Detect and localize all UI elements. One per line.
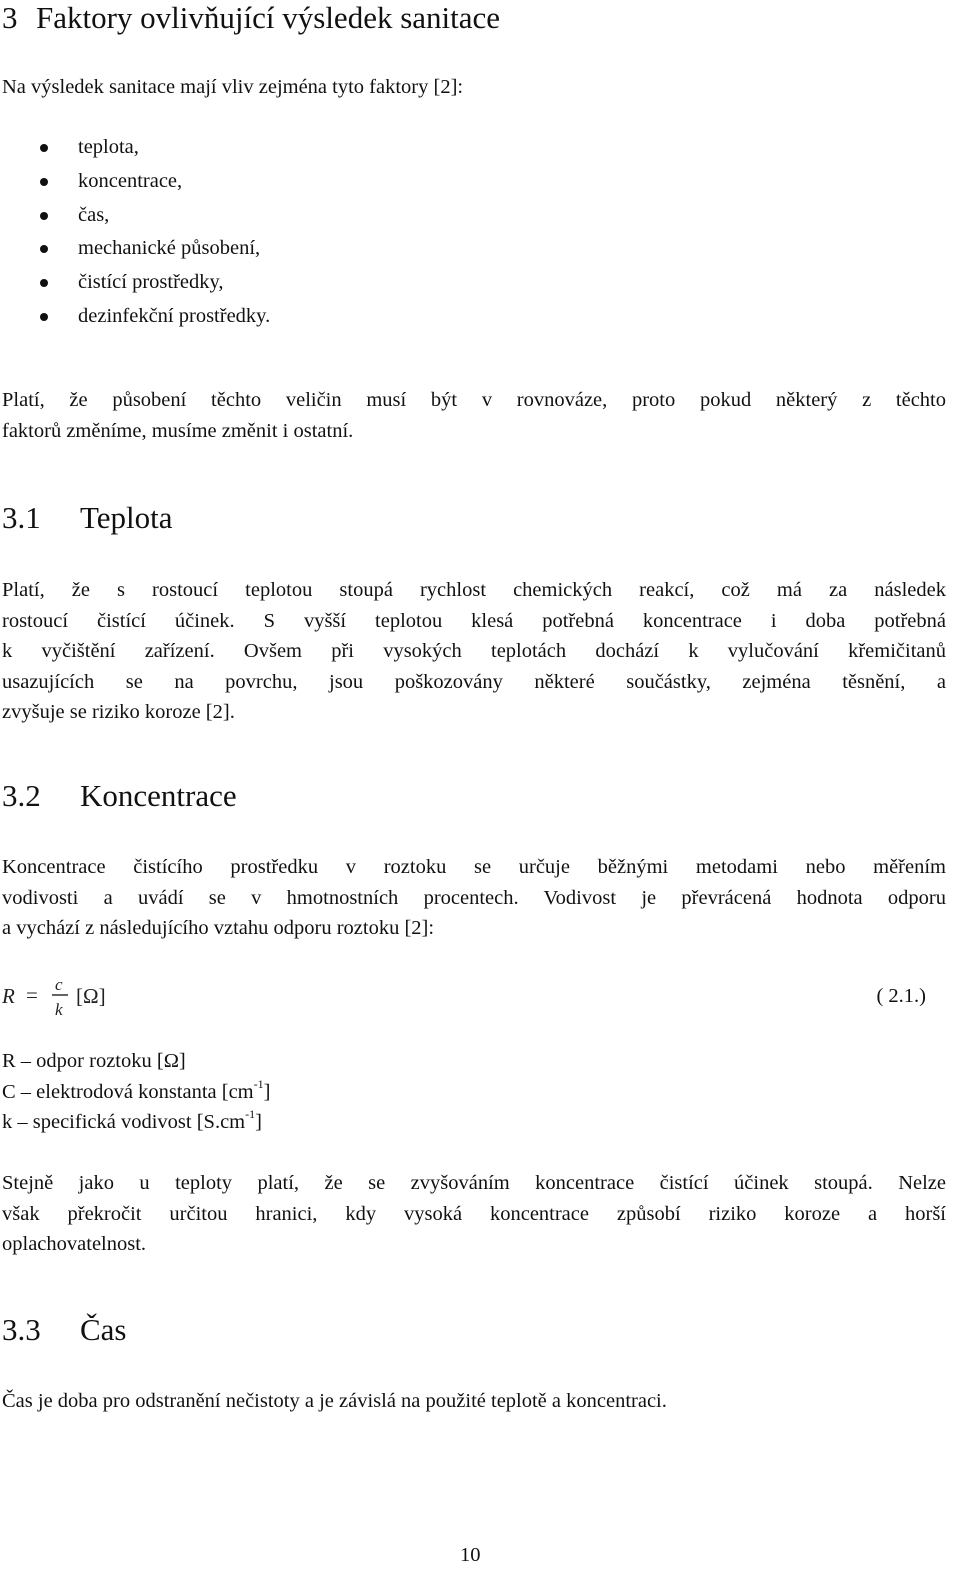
intro-paragraph: Na výsledek sanitace mají vliv zejména tyto faktory [2]: xyxy=(2,76,464,98)
formula-lhs: R xyxy=(2,984,15,1008)
variable-r: R – odpor roztoku [Ω] xyxy=(2,1050,186,1072)
teplota-paragraph: Platí, že s rostoucí teplotou stoupá rychlost chemických reakcí, což má za následek rostoucí čistící účinek. S vyšší teplotou klesá potřebná koncentrace i doba potřebná k vyčištění zařízení. Ovšem při vysokých teplotách dochází k vylučování křemičitanů usazujících se na povrchu, jsou poškozovány některé součástky, zejména těsnění, a zvyšuje se riziko koroze [2]. xyxy=(2,579,946,723)
formula-numerator: c xyxy=(55,975,63,994)
formula-denominator: k xyxy=(55,1000,63,1019)
list-item: čas, xyxy=(0,200,270,234)
variable-k: k – specifická vodivost $[S.cm^{-1}]$ xyxy=(2,1107,262,1133)
formula-equals: = xyxy=(26,983,38,1007)
cas-paragraph: Čas je doba pro odstranění nečistoty a je závislá na použité teplotě a koncentraci. xyxy=(2,1390,667,1412)
bullet-icon xyxy=(40,313,48,321)
bullet-icon xyxy=(40,144,48,152)
koncentrace-paragraph: Koncentrace čistícího prostředku v roztoku se určuje běžnými metodami nebo měřením vodivosti a uvádí se v hmotnostních procentech. Vodivost je převrácená hodnota odporu a vychází z následujícího vztahu odporu roztoku [2]: xyxy=(2,856,946,939)
balance-paragraph: Platí, že působení těchto veličin musí být v rovnováze, proto pokud některý z těchto faktorů změníme, musíme změnit i ostatní. xyxy=(2,389,946,442)
list-item: dezinfekční prostředky. xyxy=(0,301,270,335)
list-item: teplota, xyxy=(0,132,270,166)
formula-variables xyxy=(2,1046,270,1138)
bullet-icon xyxy=(40,212,48,220)
formula-graphic xyxy=(2,970,122,1022)
chapter-heading xyxy=(2,0,500,36)
bullet-icon xyxy=(40,178,48,186)
list-item: čistící prostředky, xyxy=(0,267,270,301)
bullet-icon xyxy=(40,245,48,253)
chapter-number: 3 xyxy=(2,0,18,35)
page-number: 10 xyxy=(460,1544,481,1566)
formula-unit: [Ω] xyxy=(76,984,106,1008)
chapter-title: Faktory ovlivňující výsledek sanitace xyxy=(36,0,501,35)
section-heading-cas: 3.3 Čas xyxy=(2,1312,127,1347)
variable-c: C – elektrodová konstanta $[cm^{-1}]$ xyxy=(2,1076,271,1103)
equation-number: ( 2.1.) xyxy=(876,985,926,1007)
list-item: mechanické působení, xyxy=(0,233,270,267)
koncentrace-after-paragraph: Stejně jako u teploty platí, že se zvyšováním koncentrace čistící účinek stoupá. Nelze však překročit určitou hranici, kdy vysoká koncentrace způsobí riziko koroze a horší oplachovatelnost. xyxy=(2,1172,946,1255)
bullet-icon xyxy=(40,279,48,287)
section-heading-koncentrace: 3.2 Koncentrace xyxy=(2,778,237,813)
resistance-formula xyxy=(2,970,122,1022)
factors-list xyxy=(0,132,270,335)
list-item: koncentrace, xyxy=(0,166,270,200)
section-heading-teplota: 3.1 Teplota xyxy=(2,500,173,535)
